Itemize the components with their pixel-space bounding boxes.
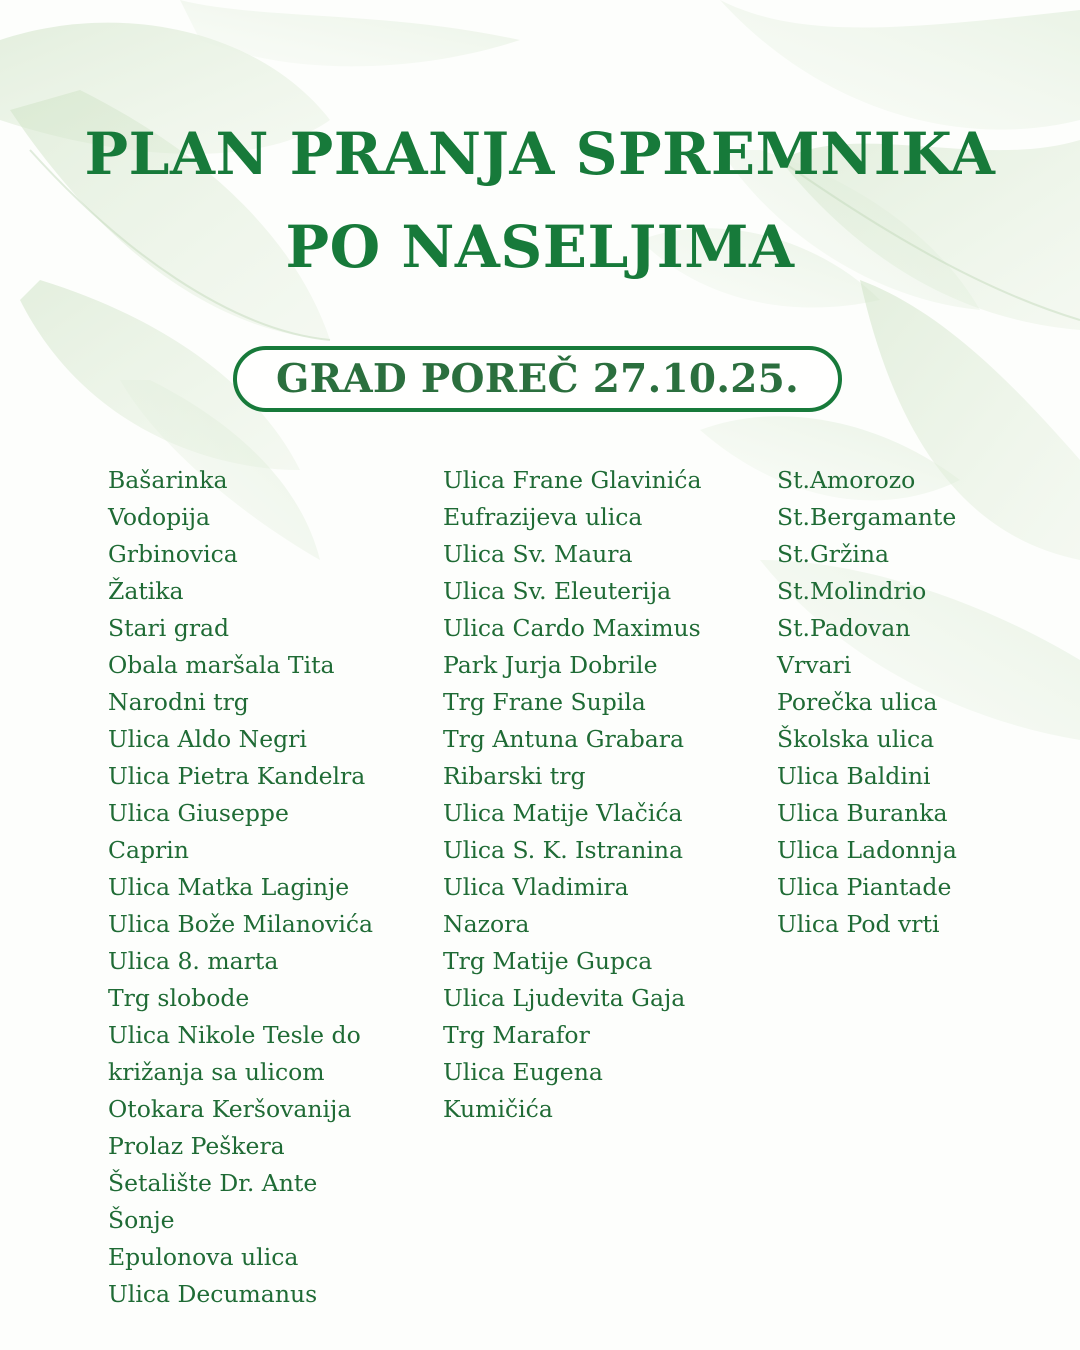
list-item: Porečka ulica <box>777 688 938 716</box>
street-list-column-3 <box>777 462 1067 943</box>
list-item: Epulonova ulica <box>108 1243 299 1271</box>
list-item: Ulica Matka Laginje <box>108 873 350 901</box>
list-item: Ulica Decumanus <box>108 1280 318 1308</box>
list-item: Park Jurja Dobrile <box>443 651 658 679</box>
list-item: St.Amorozo <box>777 466 916 494</box>
list-item: Kumičića <box>443 1095 553 1123</box>
list-item: Ulica Sv. Eleuterija <box>443 577 672 605</box>
list-item: Prolaz Peškera <box>108 1132 285 1160</box>
list-item: Ulica Giuseppe <box>108 799 289 827</box>
list-item: Ulica Ljudevita Gaja <box>443 984 686 1012</box>
list-item: križanja sa ulicom <box>108 1058 325 1086</box>
list-item: Trg Antuna Grabara <box>443 725 685 753</box>
list-item: Trg slobode <box>108 984 250 1012</box>
list-item: Ulica Sv. Maura <box>443 540 633 568</box>
list-item: Ulica Cardo Maximus <box>443 614 701 642</box>
list-item: Šetalište Dr. Ante <box>108 1169 318 1197</box>
list-item: St.Padovan <box>777 614 911 642</box>
list-item: Stari grad <box>108 614 230 642</box>
list-item: St.Molindrio <box>777 577 927 605</box>
list-item: Vodopija <box>108 503 211 531</box>
list-item: Ribarski trg <box>443 762 586 790</box>
list-item: Ulica Piantade <box>777 873 952 901</box>
list-item: Trg Matije Gupca <box>443 947 653 975</box>
title-line-1: PLAN PRANJA SPREMNIKA <box>84 120 996 188</box>
location-date-badge <box>233 346 842 412</box>
list-item: Žatika <box>108 577 184 605</box>
list-item: Grbinovica <box>108 540 238 568</box>
title-line-2: PO NASELJIMA <box>285 213 795 281</box>
list-item: Nazora <box>443 910 530 938</box>
list-item: Ulica Pod vrti <box>777 910 940 938</box>
page-title <box>0 108 1080 294</box>
list-item: Ulica 8. marta <box>108 947 279 975</box>
list-item: Eufrazijeva ulica <box>443 503 643 531</box>
list-item: Ulica Buranka <box>777 799 948 827</box>
list-item: Narodni trg <box>108 688 249 716</box>
list-item: Šonje <box>108 1206 175 1234</box>
list-item: Ulica Bože Milanovića <box>108 910 374 938</box>
list-item: Trg Marafor <box>443 1021 590 1049</box>
street-list-column-1 <box>108 462 428 1313</box>
list-item: Ulica Matije Vlačića <box>443 799 683 827</box>
list-item: Caprin <box>108 836 189 864</box>
badge-label: GRAD POREČ 27.10.25. <box>276 355 799 402</box>
list-item: Bašarinka <box>108 466 228 494</box>
list-item: Školska ulica <box>777 725 935 753</box>
list-item: Ulica Eugena <box>443 1058 603 1086</box>
list-item: Ulica Frane Glavinića <box>443 466 702 494</box>
list-item: St.Bergamante <box>777 503 957 531</box>
list-item: Trg Frane Supila <box>443 688 646 716</box>
list-item: Ulica Nikole Tesle do <box>108 1021 361 1049</box>
street-list-column-2 <box>443 462 763 1128</box>
list-item: Ulica S. K. Istranina <box>443 836 684 864</box>
list-item: Ulica Pietra Kandelra <box>108 762 366 790</box>
list-item: Ulica Baldini <box>777 762 931 790</box>
list-item: Vrvari <box>777 651 852 679</box>
list-item: Ulica Ladonnja <box>777 836 957 864</box>
list-item: St.Gržina <box>777 540 890 568</box>
list-item: Ulica Aldo Negri <box>108 725 307 753</box>
list-item: Obala maršala Tita <box>108 651 335 679</box>
list-item: Ulica Vladimira <box>443 873 629 901</box>
list-item: Otokara Keršovanija <box>108 1095 352 1123</box>
